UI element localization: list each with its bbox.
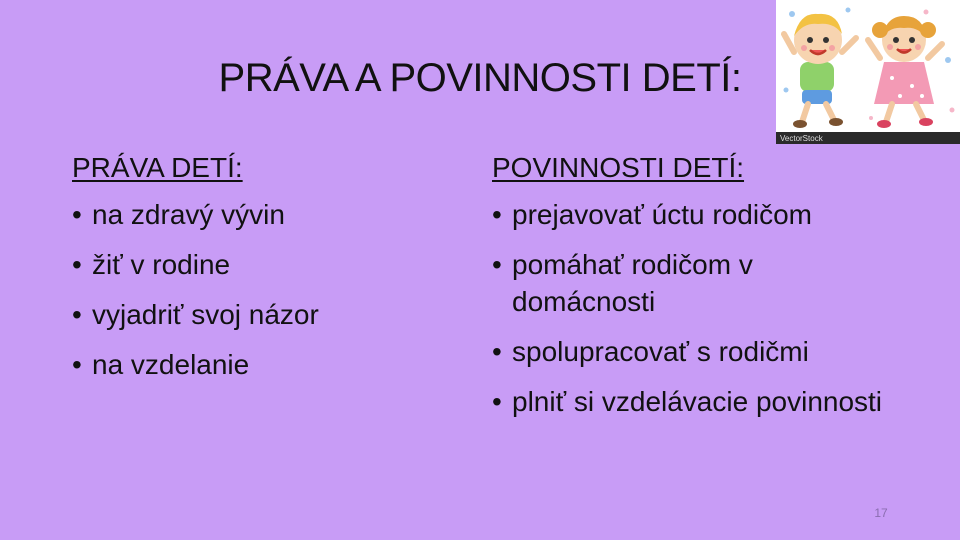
list-item: • plniť si vzdelávacie povinnosti xyxy=(492,383,892,420)
duties-heading: POVINNOSTI DETÍ: xyxy=(492,152,745,183)
slide-title: PRÁVA A POVINNOSTI DETÍ: xyxy=(218,56,742,100)
children-illustration xyxy=(776,0,960,144)
list-item: • žiť v rodine xyxy=(72,246,442,283)
list-item: • prejavovať úctu rodičom xyxy=(492,196,892,233)
duties-column xyxy=(492,152,892,433)
children-jumping-icon xyxy=(776,0,960,132)
page-number: 17 xyxy=(874,506,888,520)
list-item: • pomáhať rodičom v domácnosti xyxy=(492,246,892,320)
rights-heading: PRÁVA DETÍ: xyxy=(72,152,243,183)
duties-list xyxy=(492,196,892,420)
list-item: • na vzdelanie xyxy=(72,346,442,383)
list-item: • spolupracovať s rodičmi xyxy=(492,333,892,370)
stock-watermark-bar xyxy=(776,132,960,144)
list-item: • vyjadriť svoj názor xyxy=(72,296,442,333)
rights-list xyxy=(72,196,442,383)
rights-column xyxy=(72,152,442,396)
list-item: • na zdravý vývin xyxy=(72,196,442,233)
stock-watermark-logo: VectorStock xyxy=(780,134,823,143)
